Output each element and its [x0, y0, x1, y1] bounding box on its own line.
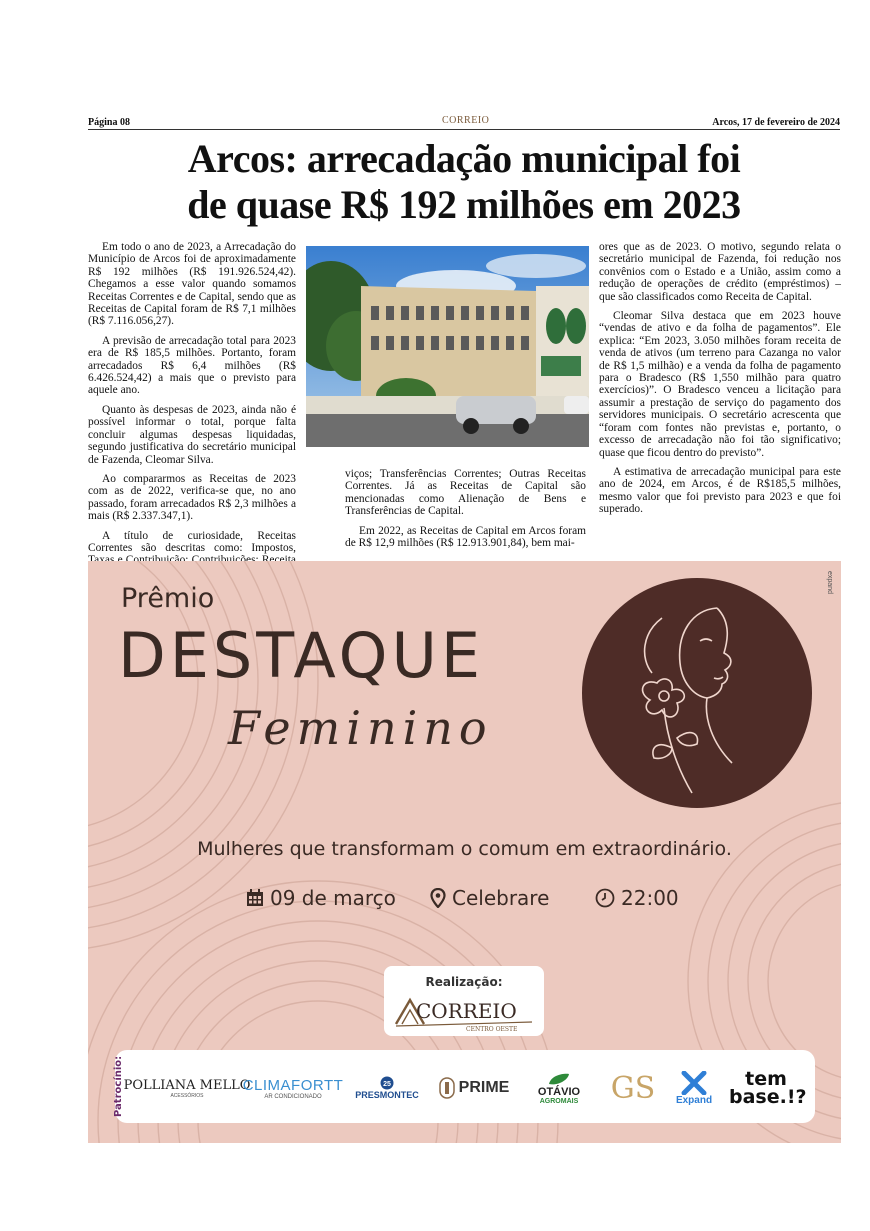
correio-logo-text: CORREIO	[416, 999, 517, 1023]
event-place	[430, 886, 549, 910]
sponsor-name: OTÁVIO	[537, 1085, 581, 1098]
woman-illustration	[582, 578, 812, 808]
paragraph: Quanto às despesas de 2023, ainda não é possível informar o total, porque falta concluir algumas despesas liquidadas, segundo justificativa do secretário municipal de Fazenda, Cleomar Silva.	[88, 403, 296, 466]
article-column-3	[599, 241, 841, 523]
city-hall-photo	[306, 246, 589, 447]
presmontec-logo-icon	[376, 1076, 398, 1090]
sponsor-sub: ACESSÓRIOS	[170, 1092, 204, 1099]
sponsor-presmontec	[349, 1064, 425, 1112]
page-number: Página 08	[88, 117, 130, 128]
sponsor-otavio-agromais	[523, 1064, 595, 1112]
paragraph: Em 2022, as Receitas de Capital em Arcos foram de R$ 12,9 milhões (R$ 12.913.901,84), bem mai-	[345, 524, 586, 550]
newspaper-logo: CORREIO	[442, 115, 490, 126]
prime-logo-icon	[439, 1077, 455, 1099]
sponsor-sub: AR CONDICIONADO	[264, 1093, 322, 1100]
sponsor-name: tem base.!?	[729, 1068, 807, 1108]
sponsor-name: Expand	[675, 1094, 713, 1106]
edition-date: Arcos, 17 de fevereiro de 2024	[712, 117, 840, 128]
award-advertisement	[88, 561, 841, 1143]
correio-logo-subtitle: CENTRO OESTE	[466, 1026, 518, 1032]
correio-logo	[394, 992, 534, 1032]
sponsor-name: POLLIANA MELLO	[123, 1077, 251, 1093]
event-time	[595, 886, 679, 910]
article-column-2	[345, 468, 586, 556]
clock-icon	[595, 888, 615, 908]
paragraph: A estimativa de arrecadação municipal para este ano de 2024, em Arcos, é de R$185,5 milhões, mesmo valor que foi previsto para 2023 e que foi superado.	[599, 465, 841, 516]
calendar-icon	[246, 889, 264, 907]
paragraph: Em todo o ano de 2023, a Arrecadação do Município de Arcos foi de aproximadamente R$ 192 milhões (R$ 191.926.524,42). Chegamos a esse valor quando somamos Receitas Correntes e de Capital, sendo que as Receitas de Capital foram de R$ 7,1 milhões (R$ 7.116.056,27).	[88, 241, 296, 328]
location-pin-icon	[430, 888, 446, 908]
sponsor-tem-base	[727, 1064, 805, 1112]
event-date-text: 09 de março	[270, 886, 396, 910]
ad-premio: Prêmio	[121, 583, 215, 614]
event-time-text: 22:00	[621, 886, 679, 910]
event-place-text: Celebrare	[452, 886, 550, 910]
sponsor-polliana-mello	[123, 1064, 251, 1112]
organizer-label: Realização:	[425, 975, 503, 989]
sponsor-name: PRESMONTEC	[355, 1090, 419, 1100]
header-rule	[88, 129, 840, 130]
paragraph: Ao compararmos as Receitas de 2023 com as de 2022, verifica-se que, no ano passado, foram arrecadados R$ 2,3 milhões a mais (R$ 2.337.347,1).	[88, 472, 296, 523]
sponsors-label: Patrocínio:	[113, 1055, 124, 1117]
sponsor-expand	[669, 1064, 719, 1112]
paragraph: ores que as de 2023. O motivo, segundo relata o secretário municipal de Fazenda, foi redução nos convênios com o Estado e a União, assim como a redução de operações de crédito (empréstimos) – que são classificados como Receita de Capital.	[599, 241, 841, 303]
expand-x-icon	[680, 1071, 708, 1095]
sponsor-name: PRIME	[458, 1079, 510, 1096]
sponsor-name: CLIMAFORTT	[242, 1076, 344, 1094]
sponsor-gs	[605, 1064, 661, 1112]
paragraph: Cleomar Silva destaca que em 2023 houve “vendas de ativo e da folha de pagamentos”. Ele explica: “Em 2023, 3.050 milhões foram receita de venda de ativos (um terreno para Cazanga no valor de R$ 1,5 milhão) e a venda da folha de pagamento para o Bradesco (R$ 1,550 milhão para quatro exercícios)”. O Bradesco venceu a licitação para assumir a prestação de serviço do pagamento dos servidores municipais. O secretário acrescenta que “foram com fontes não previstas e, portanto, o excesso de arrecadação não foi tão significativo; quase que ficou dentro do previsto”.	[599, 310, 841, 459]
paragraph: A previsão de arrecadação total para 2023 era de R$ 185,5 milhões. Portanto, foram arrecadados R$ 6,4 milhões (R$ 6.426.524,42) a mais que o previsto para aquele ano.	[88, 334, 296, 397]
sponsor-climafortt	[243, 1064, 343, 1112]
headline-line-2: de quase R$ 192 milhões em 2023	[187, 182, 741, 227]
paragraph: A título de curiosidade, Receitas Correntes são descritas como: Impostos,	[88, 529, 296, 554]
woman-face-icon	[582, 578, 812, 808]
sponsor-prime	[433, 1064, 515, 1112]
event-date	[246, 886, 396, 910]
ad-tagline: Mulheres que transformam o comum em extraordinário.	[197, 838, 732, 860]
sponsor-name-2: AGROMAIS	[539, 1097, 579, 1105]
sponsors-bar	[115, 1050, 815, 1123]
leaf-icon	[546, 1072, 572, 1086]
headline-line-1: Arcos: arrecadação municipal foi	[187, 136, 741, 181]
headline	[88, 136, 840, 228]
ad-destaque: DESTAQUE	[118, 619, 485, 692]
ad-source-tag: expand	[826, 571, 833, 594]
svg-text:25: 25	[383, 1081, 391, 1088]
building-image	[306, 246, 589, 447]
ad-feminino: Feminino	[228, 701, 493, 755]
paragraph: viços; Transferências Correntes; Outras Receitas Correntes. Já as Receitas de Capital são mencionadas como Alienação de Bens e Transferências de Capital.	[345, 468, 586, 518]
sponsor-name: GS	[610, 1070, 656, 1106]
article-column-1	[88, 241, 296, 586]
organizer-box	[384, 966, 544, 1036]
